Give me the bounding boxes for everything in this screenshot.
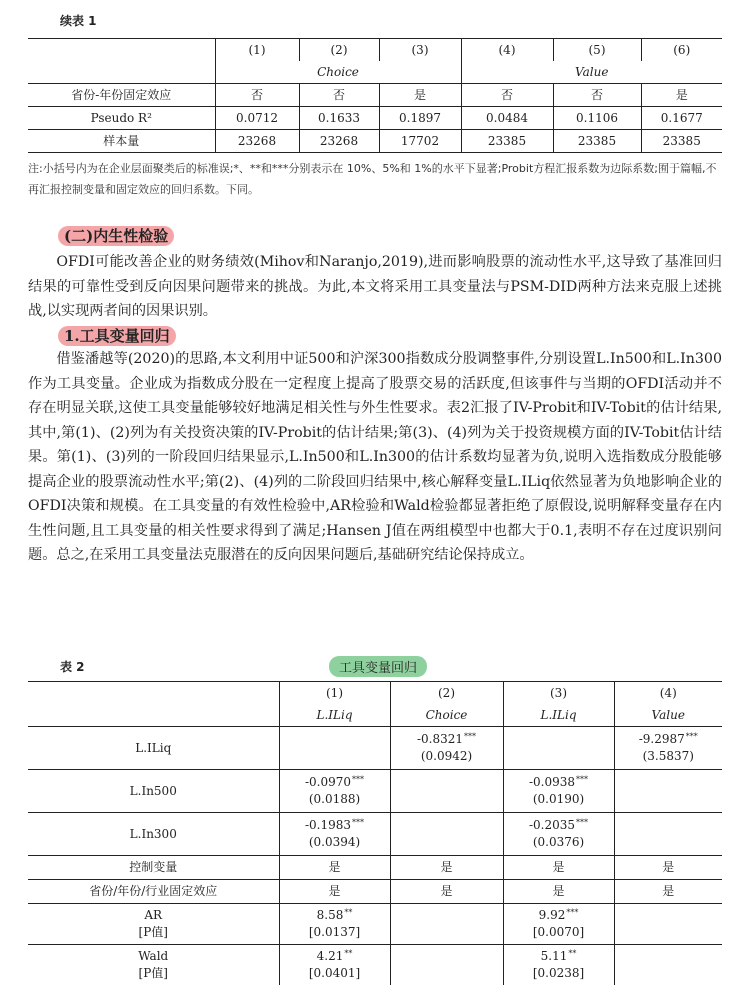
t2-cell: 是: [503, 856, 614, 880]
stars: **: [568, 949, 577, 958]
table1: [28, 38, 722, 153]
section-heading: [58, 225, 174, 246]
t2-cell: 是: [279, 880, 390, 904]
stat: 4.21: [316, 949, 344, 963]
t2-row-label: L.ILiq: [28, 727, 279, 770]
t2-row-label: L.In500: [28, 770, 279, 813]
coef: -0.8321: [416, 732, 464, 746]
t1-cell: 0.0712: [215, 107, 299, 130]
t2-row-label: 省份/年份/行业固定效应: [28, 880, 279, 904]
t2-cell: [503, 770, 614, 813]
t2-row-label: [28, 945, 279, 986]
t1-group-choice: Choice: [215, 61, 461, 84]
std-error: (0.0190): [532, 792, 585, 806]
coef: -0.1983: [304, 818, 352, 832]
std-error: (0.0188): [308, 792, 361, 806]
stars: ***: [352, 818, 365, 827]
t1-cell: 0.0484: [461, 107, 553, 130]
coef: -0.0970: [304, 775, 352, 789]
t1-row-label: Pseudo R²: [28, 107, 215, 130]
ar-label: AR: [144, 908, 163, 922]
coef: -0.2035: [528, 818, 576, 832]
t2-cell: 是: [503, 880, 614, 904]
stars: **: [344, 908, 353, 917]
t1-cell: 否: [215, 84, 299, 107]
paragraph2-text: 借鉴潘越等(2020)的思路,本文利用中证500和沪深300指数成分股调整事件,分别设置L.In500和L.In300作为工具变量。企业成为指数成分股在一定程度上提高了股票交易的活跃度,但该事件与当期的OFDI活动并不存在明显关联,这使工具变量能够较好地满足相关性与外生性要求。表2汇报了IV-Probit和IV-Tobit的估计结果,其中,第(1)、(2)列为有关投资决策的IV-Probit的估计结果;第(3)、(4)列为关于投资规模方面的IV-Tobit估计结果。第(1)、(3)列的一阶段回归结果显示,L.In500和L.In300的估计系数均显著为负,说明入选指数成分股能够提高企业的股票流动性水平;第(2)、(4)列的二阶段回归结果中,核心解释变量L.ILiq依然显著为负地影响企业的OFDI决策和规模。在工具变量的有效性检验中,AR检验和Wald检验都显著拒绝了原假设,说明解释变量存在内生性问题,且工具变量的相关性要求得到了满足;Hansen J值在两组模型中也都大于0.1,表明不存在过度识别问题。总之,在采用工具变量法克服潜在的反向因果问题后,基础研究结论保持成立。: [28, 351, 722, 563]
t2-colnum: (2): [390, 682, 503, 705]
t1-cell: 0.1633: [299, 107, 379, 130]
stars: ***: [566, 908, 579, 917]
std-error: (0.0376): [532, 835, 585, 849]
t1-colnum: (1): [215, 39, 299, 62]
t1-colnum: (4): [461, 39, 553, 62]
t1-cell: 0.1897: [379, 107, 461, 130]
t2-cell: [614, 727, 722, 770]
t2-colvar: L.ILiq: [279, 704, 390, 727]
stars: ***: [464, 732, 477, 741]
t1-colnum: (3): [379, 39, 461, 62]
table2: [28, 681, 722, 985]
t2-colvar: L.ILiq: [503, 704, 614, 727]
p-label: [P值]: [138, 966, 168, 980]
t2-row-label: L.In300: [28, 813, 279, 856]
t1-colnum: (2): [299, 39, 379, 62]
t2-cell: [390, 727, 503, 770]
section-paragraph: [28, 250, 722, 324]
t2-row-label: [28, 904, 279, 945]
table-note: 注:小括号内为在企业层面聚类后的标准误;*、**和***分别表示在 10%、5%和 1%的水平下显著;Probit方程汇报系数为边际系数;囿于篇幅,不再汇报控制变量和固定效应的回归系数。下同。: [28, 162, 717, 196]
paragraph-text: OFDI可能改善企业的财务绩效(Mihov和Naranjo,2019),进而影响股票的流动性水平,这导致了基准回归结果的可靠性受到反向因果问题带来的挑战。为此,本文将采用工具变量法与PSM-DID两种方法来克服上述挑战,以实现两者间的因果识别。: [28, 254, 722, 319]
stars: ***: [352, 775, 365, 784]
stars: **: [344, 949, 353, 958]
p-label: [P值]: [138, 925, 168, 939]
t1-cell: 否: [299, 84, 379, 107]
t2-cell: [279, 945, 390, 986]
stat: 9.92: [538, 908, 566, 922]
section-heading-text: (二)内生性检验: [58, 226, 174, 246]
table1-caption: 续表 1: [60, 14, 97, 28]
coef: -0.0938: [528, 775, 576, 789]
t1-group-value: Value: [461, 61, 722, 84]
t1-cell: 否: [461, 84, 553, 107]
t1-cell: 23268: [215, 130, 299, 153]
p-value: [0.0238]: [532, 966, 585, 980]
stars: ***: [685, 732, 698, 741]
t2-cell: [503, 945, 614, 986]
subsection-heading: [58, 325, 176, 346]
t2-colnum: (3): [503, 682, 614, 705]
std-error: (0.0942): [420, 749, 473, 763]
wald-label: Wald: [138, 949, 169, 963]
t2-colvar: Choice: [390, 704, 503, 727]
t2-cell: 是: [390, 880, 503, 904]
t2-cell: 是: [614, 880, 722, 904]
t2-colvar: Value: [614, 704, 722, 727]
p-value: [0.0137]: [308, 925, 361, 939]
t1-cell: 0.1677: [641, 107, 722, 130]
t1-cell: 23268: [299, 130, 379, 153]
t1-cell: 0.1106: [553, 107, 641, 130]
t2-colnum: (1): [279, 682, 390, 705]
t2-cell: 是: [279, 856, 390, 880]
t2-colnum: (4): [614, 682, 722, 705]
p-value: [0.0401]: [308, 966, 361, 980]
t1-row-label: 省份-年份固定效应: [28, 84, 215, 107]
t1-cell: 是: [379, 84, 461, 107]
stat: 8.58: [316, 908, 344, 922]
t1-cell: 23385: [641, 130, 722, 153]
t2-cell: 是: [614, 856, 722, 880]
table2-title: 工具变量回归: [329, 656, 427, 677]
t1-cell: 17702: [379, 130, 461, 153]
subsection-heading-text: 1.工具变量回归: [58, 326, 176, 346]
p-value: [0.0070]: [532, 925, 585, 939]
stars: ***: [576, 818, 589, 827]
t1-cell: 23385: [461, 130, 553, 153]
t2-row-label: 控制变量: [28, 856, 279, 880]
stat: 5.11: [540, 949, 568, 963]
t1-row-label: 样本量: [28, 130, 215, 153]
t1-cell: 是: [641, 84, 722, 107]
t2-cell: [503, 904, 614, 945]
stars: ***: [576, 775, 589, 784]
table2-caption: 表 2: [60, 660, 85, 674]
t2-cell: [279, 813, 390, 856]
t1-cell: 23385: [553, 130, 641, 153]
std-error: (3.5837): [642, 749, 694, 763]
t1-cell: 否: [553, 84, 641, 107]
section-paragraph-2: [28, 347, 722, 568]
std-error: (0.0394): [308, 835, 361, 849]
t2-cell: 是: [390, 856, 503, 880]
t2-cell: [279, 770, 390, 813]
coef: -9.2987: [638, 732, 685, 746]
t1-colnum: (5): [553, 39, 641, 62]
t1-colnum: (6): [641, 39, 722, 62]
t2-cell: [503, 813, 614, 856]
t2-cell: [279, 904, 390, 945]
